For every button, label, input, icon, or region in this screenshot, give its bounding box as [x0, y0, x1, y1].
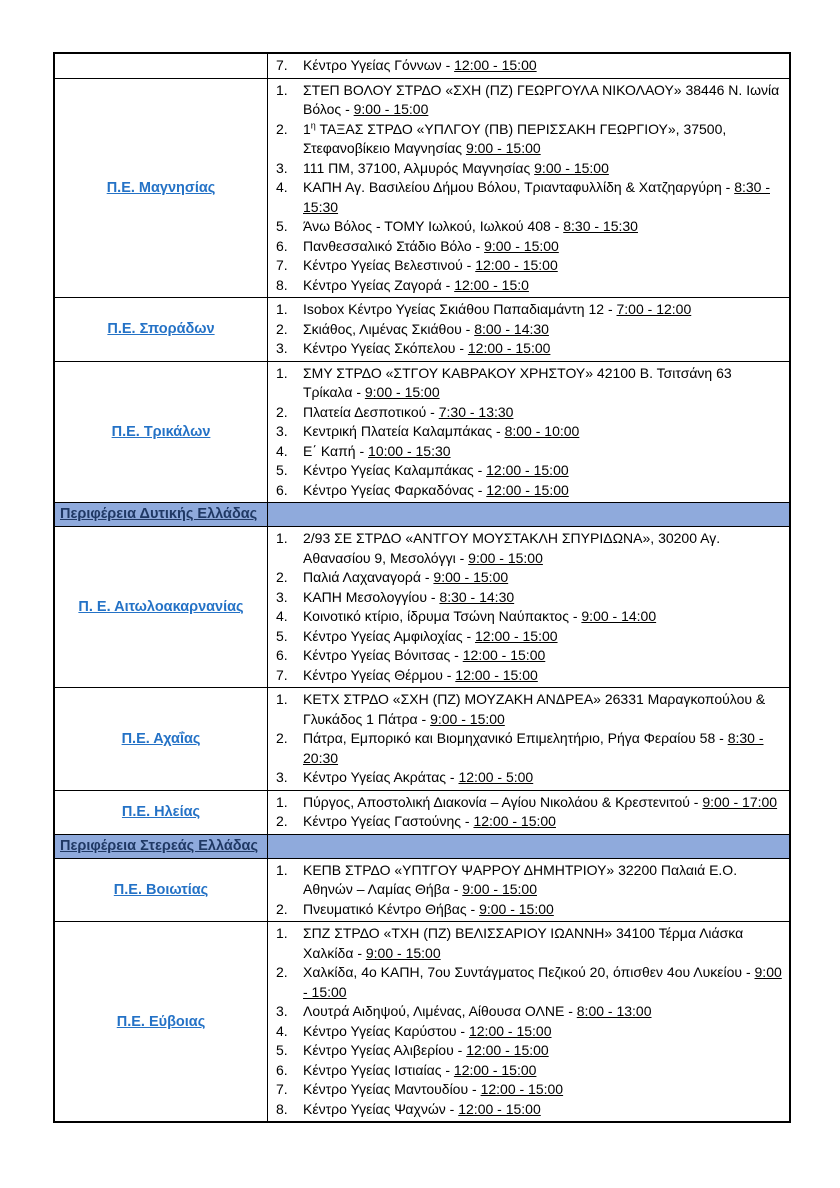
item-text [303, 120, 783, 159]
item-text [303, 529, 783, 568]
item-location: Άνω Βόλος - ΤΟΜΥ Ιωλκού, Ιωλκού 408 - [303, 218, 564, 234]
item-number: 2. [276, 120, 288, 137]
item-number: 5. [276, 218, 288, 234]
item-number: 2. [276, 813, 288, 829]
list-item [276, 924, 783, 963]
item-location: Κέντρο Υγείας Θέρμου - [303, 666, 456, 683]
item-number: 6. [276, 237, 288, 254]
item-location: Κέντρο Υγείας Γόννων - [303, 57, 455, 73]
item-hours: 12:00 - 15:00 [462, 647, 546, 663]
item-text [303, 1041, 783, 1061]
table-row [55, 79, 789, 299]
item-number: 6. [276, 1061, 288, 1078]
item-hours: 12:00 - 15:00 [473, 813, 556, 829]
item-text [303, 217, 783, 237]
item-number: 4. [276, 608, 288, 624]
item-hours: 8:30 - 15:30 [563, 218, 638, 234]
item-location: Κέντρο Υγείας Καρύστου - [303, 1022, 469, 1039]
item-text [303, 320, 783, 340]
item-location: Πύργος, Αποστολική Διακονία – Αγίου Νικολάου & Κρεστενιτού - [303, 793, 703, 810]
item-hours: 12:00 - 15:00 [486, 462, 569, 478]
banner-label: Περιφέρεια Στερεάς Ελλάδας [60, 837, 259, 854]
item-text [303, 768, 783, 788]
item-number: 4. [276, 442, 288, 459]
item-text [303, 256, 783, 276]
item-hours: 8:30 - 14:30 [439, 588, 515, 605]
banner-empty-cell [268, 503, 789, 526]
item-hours: 9:00 - 15:00 [468, 549, 543, 566]
item-hours: 9:00 - 15:00 [364, 384, 440, 400]
item-number: 1. [276, 925, 288, 941]
item-hours: 12:00 - 15:00 [453, 1061, 537, 1078]
list-item [276, 56, 783, 76]
region-cell [55, 79, 268, 298]
list-item [276, 588, 783, 608]
item-location: ΚΑΠΗ Αγ. Βασιλείου Δήμου Βόλου, Τριανταφυλλίδη & Χατζηαργύρη - [303, 179, 735, 195]
item-number: 1. [276, 530, 288, 546]
table-row [55, 54, 789, 79]
item-location: Κέντρο Υγείας Ζαγορά - [303, 276, 455, 293]
item-hours: 9:00 - 15:00 [484, 237, 559, 254]
table-row [55, 688, 789, 791]
item-hours: 8:00 - 10:00 [504, 423, 580, 439]
item-hours: 9:00 - 17:00 [702, 793, 778, 810]
item-number: 3. [276, 159, 288, 176]
item-number: 3. [276, 423, 288, 439]
item-text [303, 861, 783, 900]
list-item [276, 481, 783, 501]
item-location: Κέντρο Υγείας Ακράτας - [303, 769, 459, 785]
item-location: Isobox Κέντρο Υγείας Σκιάθου Παπαδιαμάντη 12 - [303, 301, 617, 317]
item-number: 7. [276, 257, 288, 273]
item-text [303, 422, 783, 442]
item-number: 8. [276, 276, 288, 293]
item-location-cont: ΤΑΞΑΣ ΣΤΡΔΟ «ΥΠΛΓΟΥ (ΠΒ) ΠΕΡΙΣΣΑΚΗ ΓΕΩΡΓΙΟΥ», 37500, Στεφανοβίκειο Μαγνησίας [303, 120, 727, 156]
item-number: 2. [276, 569, 288, 585]
item-hours: 8:00 - 14:30 [474, 320, 549, 337]
item-location: Πάτρα, Εμπορικό και Βιομηχανικό Επιμελητήριο, Ρήγα Φεραίου 58 - [303, 730, 728, 746]
item-hours: 9:00 - 15:00 [479, 900, 554, 917]
list-item [276, 461, 783, 481]
item-location: Κέντρο Υγείας Φαρκαδόνας - [303, 481, 487, 498]
list-item [276, 768, 783, 788]
item-hours: 7:30 - 13:30 [438, 403, 514, 420]
item-location: Χαλκίδα, 4ο ΚΑΠΗ, 7ου Συντάγματος Πεζικού 20, όπισθεν 4ου Λυκείου - [303, 964, 755, 980]
item-text [303, 403, 783, 423]
region-cell [55, 791, 268, 834]
item-text [303, 568, 783, 588]
item-text [303, 793, 783, 813]
item-location: 1 [303, 120, 311, 137]
list-item [276, 646, 783, 666]
item-location: Πανθεσσαλικό Στάδιο Βόλο - [303, 237, 485, 254]
item-hours: 12:00 - 15:00 [466, 1042, 549, 1058]
item-text [303, 627, 783, 647]
item-location: Κεντρική Πλατεία Καλαμπάκας - [303, 423, 505, 439]
item-number: 1. [276, 301, 288, 317]
item-location: Κέντρο Υγείας Βόνιτσας - [303, 647, 463, 663]
item-location: Πλατεία Δεσποτικού - [303, 403, 439, 420]
item-location: Κοινοτικό κτίριο, ίδρυμα Τσώνη Ναύπακτος - [303, 608, 582, 624]
region-link[interactable]: Π.Ε. Σποράδων [107, 321, 215, 338]
item-location: 2/93 ΣΕ ΣΤΡΔΟ «ΑΝΤΓΟΥ ΜΟΥΣΤΑΚΛΗ ΣΠΥΡΙΔΩΝΑ», 30200 Αγ. Αθανασίου 9, Μεσολόγγι - [303, 530, 721, 566]
list-item [276, 568, 783, 588]
item-location: Κέντρο Υγείας Βελεστινού - [303, 257, 476, 273]
item-text [303, 812, 783, 832]
item-number: 2. [276, 403, 288, 420]
table-row [55, 527, 789, 688]
region-banner-row [55, 835, 789, 859]
table-row [55, 362, 789, 504]
table-row [55, 922, 789, 1121]
list-item [276, 627, 783, 647]
item-hours: 12:00 - 15:00 [454, 57, 537, 73]
item-hours: 9:00 - 15:00 [365, 944, 441, 961]
list-item [276, 666, 783, 686]
list-item [276, 900, 783, 920]
list-item [276, 237, 783, 257]
list-item [276, 793, 783, 813]
item-location: Κέντρο Υγείας Σκόπελου - [303, 340, 468, 356]
locations-cell [268, 922, 789, 1121]
item-hours: 9:00 - 14:00 [581, 608, 657, 624]
list-item [276, 364, 783, 403]
banner-empty-cell [268, 835, 789, 858]
item-hours: 9:00 - 15:00 [353, 101, 429, 117]
region-link[interactable]: Π.Ε. Εύβοιας [116, 1013, 206, 1030]
item-hours: 12:00 - 15:00 [480, 1081, 564, 1097]
locations-cell [268, 298, 789, 361]
region-cell [55, 688, 268, 790]
region-cell [55, 527, 268, 687]
item-hours: 12:00 - 15:00 [468, 1022, 552, 1039]
item-location: ΚΕΠΒ ΣΤΡΔΟ «ΥΠΤΓΟΥ ΨΑΡΡΟΥ ΔΗΜΗΤΡΙΟΥ» 32200 Παλαιά Ε.Ο. Αθηνών – Λαμίας Θήβα - [303, 861, 738, 897]
item-location: Κέντρο Υγείας Ιστιαίας - [303, 1061, 454, 1078]
region-link[interactable]: Π.Ε. Ηλείας [121, 804, 201, 820]
list-item [276, 217, 783, 237]
item-text [303, 237, 783, 257]
item-location: Κέντρο Υγείας Γαστούνης - [303, 813, 474, 829]
item-location: Κέντρο Υγείας Αλιβερίου - [303, 1042, 467, 1058]
item-hours: 9:00 - 15:00 [303, 964, 782, 1000]
locations-cell [268, 79, 789, 298]
list-item [276, 120, 783, 159]
item-hours: 9:00 - 15:00 [462, 881, 537, 897]
item-text [303, 646, 783, 666]
item-number: 6. [276, 481, 288, 498]
table-row [55, 791, 789, 835]
region-banner-row [55, 503, 789, 527]
item-location: Παλιά Λαχαναγορά - [303, 569, 434, 585]
item-location: ΣΜΥ ΣΤΡΔΟ «ΣΤΓΟΥ ΚΑΒΡΑΚΟΥ ΧΡΗΣΤΟΥ» 42100 Β. Τσιτσάνη 63 Τρίκαλα - [303, 364, 732, 400]
item-text [303, 481, 783, 501]
table-row [55, 859, 789, 923]
locations-cell [268, 527, 789, 687]
region-cell [55, 298, 268, 361]
item-text [303, 442, 783, 462]
list-item [276, 256, 783, 276]
item-hours: 7:00 - 12:00 [616, 301, 692, 317]
item-number: 3. [276, 588, 288, 605]
item-text [303, 276, 783, 296]
region-cell [55, 859, 268, 922]
item-text [303, 1022, 783, 1042]
item-text [303, 339, 783, 359]
item-text [303, 461, 783, 481]
item-location: ΚΑΠΗ Μεσολογγίου - [303, 588, 440, 605]
item-hours: 9:00 - 15:00 [534, 159, 609, 176]
locations-cell [268, 362, 789, 503]
item-hours: 9:00 - 15:00 [465, 140, 541, 156]
item-number: 5. [276, 1042, 288, 1058]
locations-cell [268, 54, 789, 78]
item-number: 1. [276, 364, 288, 381]
item-location: Λουτρά Αιδηψού, Λιμένας, Αίθουσα ΟΛΝΕ - [303, 1003, 577, 1019]
item-text [303, 607, 783, 627]
item-hours: 8:30 - 15:30 [303, 179, 770, 215]
item-text [303, 690, 783, 729]
item-location: 111 ΠΜ, 37100, Αλμυρός Μαγνησίας [303, 159, 535, 176]
item-hours: 12:00 - 15:00 [486, 481, 569, 498]
region-link[interactable]: Π.Ε. Βοιωτίας [113, 881, 209, 898]
list-item [276, 1002, 783, 1022]
item-location: Σκιάθος, Λιμένας Σκιάθου - [303, 320, 475, 337]
item-hours: 10:00 - 15:30 [368, 442, 451, 459]
item-hours: 8:00 - 13:00 [576, 1003, 652, 1019]
item-number: 8. [276, 1100, 288, 1117]
item-text [303, 588, 783, 608]
item-location: ΣΤΕΠ ΒΟΛΟΥ ΣΤΡΔΟ «ΣΧΗ (ΠΖ) ΓΕΩΡΓΟΥΛΑ ΝΙΚΟΛΑΟΥ» 38446 Ν. Ιωνία Βόλος - [303, 81, 780, 117]
item-text [303, 963, 783, 1002]
list-item [276, 159, 783, 179]
item-text [303, 364, 783, 403]
item-number: 3. [276, 340, 288, 356]
item-number: 7. [276, 57, 288, 73]
item-hours: 9:00 - 15:00 [430, 710, 505, 727]
item-number: 7. [276, 666, 288, 683]
item-number: 6. [276, 647, 288, 663]
regions-schedule-table [53, 52, 791, 1123]
item-text [303, 1002, 783, 1022]
item-location: Κέντρο Υγείας Καλαμπάκας - [303, 462, 487, 478]
list-item [276, 339, 783, 359]
item-number: 3. [276, 1003, 288, 1019]
list-item [276, 529, 783, 568]
item-number: 4. [276, 1022, 288, 1039]
locations-cell [268, 791, 789, 834]
item-location: Πνευματικό Κέντρο Θήβας - [303, 900, 480, 917]
item-number: 2. [276, 320, 288, 337]
region-link[interactable]: Π.Ε. Μαγνησίας [106, 179, 216, 196]
item-text [303, 924, 783, 963]
item-hours: 12:00 - 15:00 [475, 627, 558, 644]
item-text [303, 900, 783, 920]
item-number: 7. [276, 1081, 288, 1097]
region-link[interactable]: Π. Ε. Αιτωλοακαρνανίας [78, 599, 244, 615]
item-text [303, 666, 783, 686]
table-row [55, 298, 789, 362]
item-hours: 12:00 - 15:00 [467, 340, 551, 356]
banner-label: Περιφέρεια Δυτικής Ελλάδας [60, 506, 258, 522]
item-hours: 12:00 - 15:00 [455, 666, 538, 683]
item-text [303, 56, 783, 76]
item-superscript: η [310, 119, 316, 130]
list-item [276, 812, 783, 832]
list-item [276, 861, 783, 900]
item-text [303, 178, 783, 217]
list-item [276, 1100, 783, 1120]
item-location: Κέντρο Υγείας Αμφιλοχίας - [303, 627, 476, 644]
item-number: 2. [276, 964, 288, 980]
list-item [276, 963, 783, 1002]
list-item [276, 607, 783, 627]
item-hours: 12:00 - 5:00 [458, 769, 534, 785]
region-cell [55, 54, 268, 78]
item-hours: 8:30 - 20:30 [303, 730, 764, 766]
region-link[interactable]: Π.Ε. Αχαΐας [121, 730, 201, 747]
item-number: 5. [276, 462, 288, 478]
list-item [276, 690, 783, 729]
item-location: ΚΕΤΧ ΣΤΡΔΟ «ΣΧΗ (ΠΖ) ΜΟΥΖΑΚΗ ΑΝΔΡΕΑ» 26331 Μαραγκοπούλου & Γλυκάδος 1 Πάτρα - [303, 691, 766, 727]
list-item [276, 729, 783, 768]
locations-cell [268, 688, 789, 790]
item-text [303, 159, 783, 179]
item-location: Κέντρο Υγείας Ψαχνών - [303, 1100, 459, 1117]
list-item [276, 178, 783, 217]
list-item [276, 320, 783, 340]
item-number: 1. [276, 691, 288, 707]
list-item [276, 81, 783, 120]
item-number: 5. [276, 627, 288, 644]
list-item [276, 1061, 783, 1081]
item-text [303, 729, 783, 768]
item-number: 1. [276, 793, 288, 810]
item-number: 2. [276, 900, 288, 917]
item-number: 1. [276, 81, 288, 98]
list-item [276, 422, 783, 442]
list-item [276, 442, 783, 462]
banner-cell [55, 835, 268, 858]
region-cell [55, 362, 268, 503]
item-hours: 9:00 - 15:00 [433, 569, 509, 585]
item-hours: 12:00 - 15:0 [454, 276, 529, 293]
item-text [303, 1061, 783, 1081]
item-location: ΣΠΖ ΣΤΡΔΟ «ΤΧΗ (ΠΖ) ΒΕΛΙΣΣΑΡΙΟΥ ΙΩΑΝΝΗ» 34100 Τέρμα Λιάσκα Χαλκίδα - [303, 925, 744, 961]
list-item [276, 300, 783, 320]
region-link[interactable]: Π.Ε. Τρικάλων [111, 423, 211, 440]
item-text [303, 300, 783, 320]
item-hours: 12:00 - 15:00 [458, 1100, 541, 1117]
item-location: Ε΄ Καπή - [303, 442, 369, 459]
banner-cell [55, 503, 268, 526]
locations-cell [268, 859, 789, 922]
list-item [276, 1041, 783, 1061]
item-text [303, 81, 783, 120]
list-item [276, 1080, 783, 1100]
item-text [303, 1080, 783, 1100]
list-item [276, 276, 783, 296]
region-cell [55, 922, 268, 1121]
item-location: Κέντρο Υγείας Μαντουδίου - [303, 1081, 481, 1097]
list-item [276, 403, 783, 423]
item-text [303, 1100, 783, 1120]
item-hours: 12:00 - 15:00 [475, 257, 558, 273]
item-number: 3. [276, 769, 288, 785]
item-number: 4. [276, 179, 288, 195]
item-number: 2. [276, 730, 288, 746]
item-number: 1. [276, 861, 288, 878]
list-item [276, 1022, 783, 1042]
